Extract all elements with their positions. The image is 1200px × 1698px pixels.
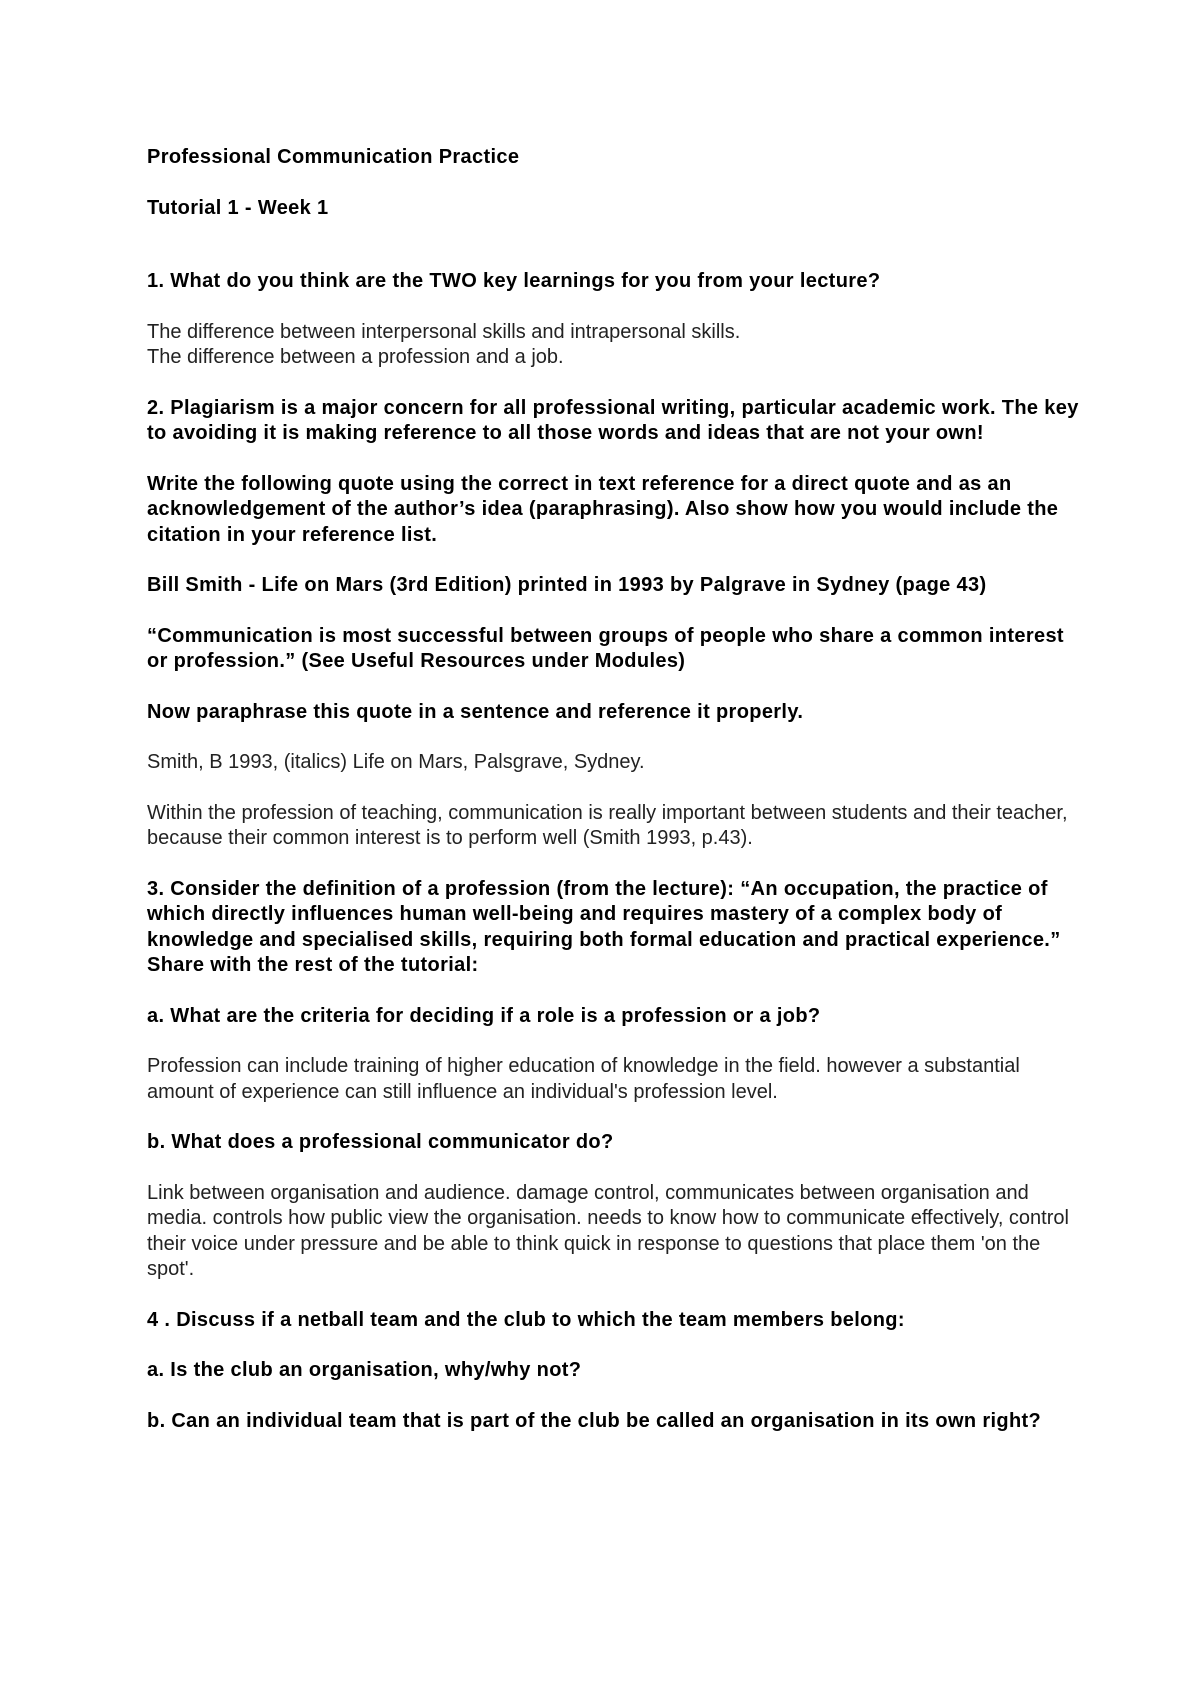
question-2-instruction: Write the following quote using the correct in text reference for a direct quote and as an acknowledgement of the author’s idea (paraphrasing). Also show how you would include the citation in your reference list.: [147, 472, 1059, 546]
question-3-share: Share with the rest of the tutorial:: [147, 954, 479, 976]
question-4-intro: 4 . Discuss if a netball team and the club to which the team members belong:: [147, 1308, 905, 1331]
question-2-intro: 2. Plagiarism is a major concern for all professional writing, particular academic work. The key to avoiding it is making reference to all those words and ideas that are not your own!: [147, 396, 1079, 444]
answer-1-line-2: The difference between a profession and a job.: [147, 346, 564, 368]
question-3b: b. What does a professional communicator do?: [147, 1131, 614, 1153]
question-3a: a. What are the criteria for deciding if a role is a profession or a job?: [147, 1004, 821, 1027]
question-3-definition: 3. Consider the definition of a profession (from the lecture): “An occupation, the practice of which directly influences human well-being and requires mastery of a complex body of knowledge and specialised skills, requiring both formal education and practical experience.”: [147, 877, 1061, 951]
answer-1-line-1: The difference between interpersonal skills and intrapersonal skills.: [147, 320, 741, 343]
reference-answer: Smith, B 1993, (italics) Life on Mars, Palsgrave, Sydney.: [147, 751, 645, 773]
paraphrase-answer: Within the profession of teaching, communication is really important between students and their teacher, because their common interest is to perform well (Smith 1993, p.43).: [147, 801, 1068, 849]
answer-3b: Link between organisation and audience. damage control, communicates between organisation and media. controls how public view the organisation. needs to know how to communicate effectively, control their voice under pressure and be able to think quick in response to questions that place them 'on the spot'.: [147, 1181, 1069, 1280]
question-4b: b. Can an individual team that is part of the club be called an organisation in its own right?: [147, 1409, 1042, 1432]
question-1: 1. What do you think are the TWO key learnings for you from your lecture?: [147, 270, 881, 292]
tutorial-subtitle: Tutorial 1 - Week 1: [147, 196, 329, 219]
document-content: [147, 145, 1087, 1434]
document-title: Professional Communication Practice: [147, 146, 520, 168]
quote-text: “Communication is most successful between groups of people who share a common interest or profession.” (See Useful Resources under Modules): [147, 624, 1064, 672]
answer-3a: Profession can include training of higher education of knowledge in the field. however a substantial amount of experience can still influence an individual's profession level.: [147, 1055, 1020, 1103]
question-4a: a. Is the club an organisation, why/why not?: [147, 1359, 582, 1381]
quote-source: Bill Smith - Life on Mars (3rd Edition) printed in 1993 by Palgrave in Sydney (page 43): [147, 574, 987, 596]
paraphrase-prompt: Now paraphrase this quote in a sentence and reference it properly.: [147, 700, 804, 723]
